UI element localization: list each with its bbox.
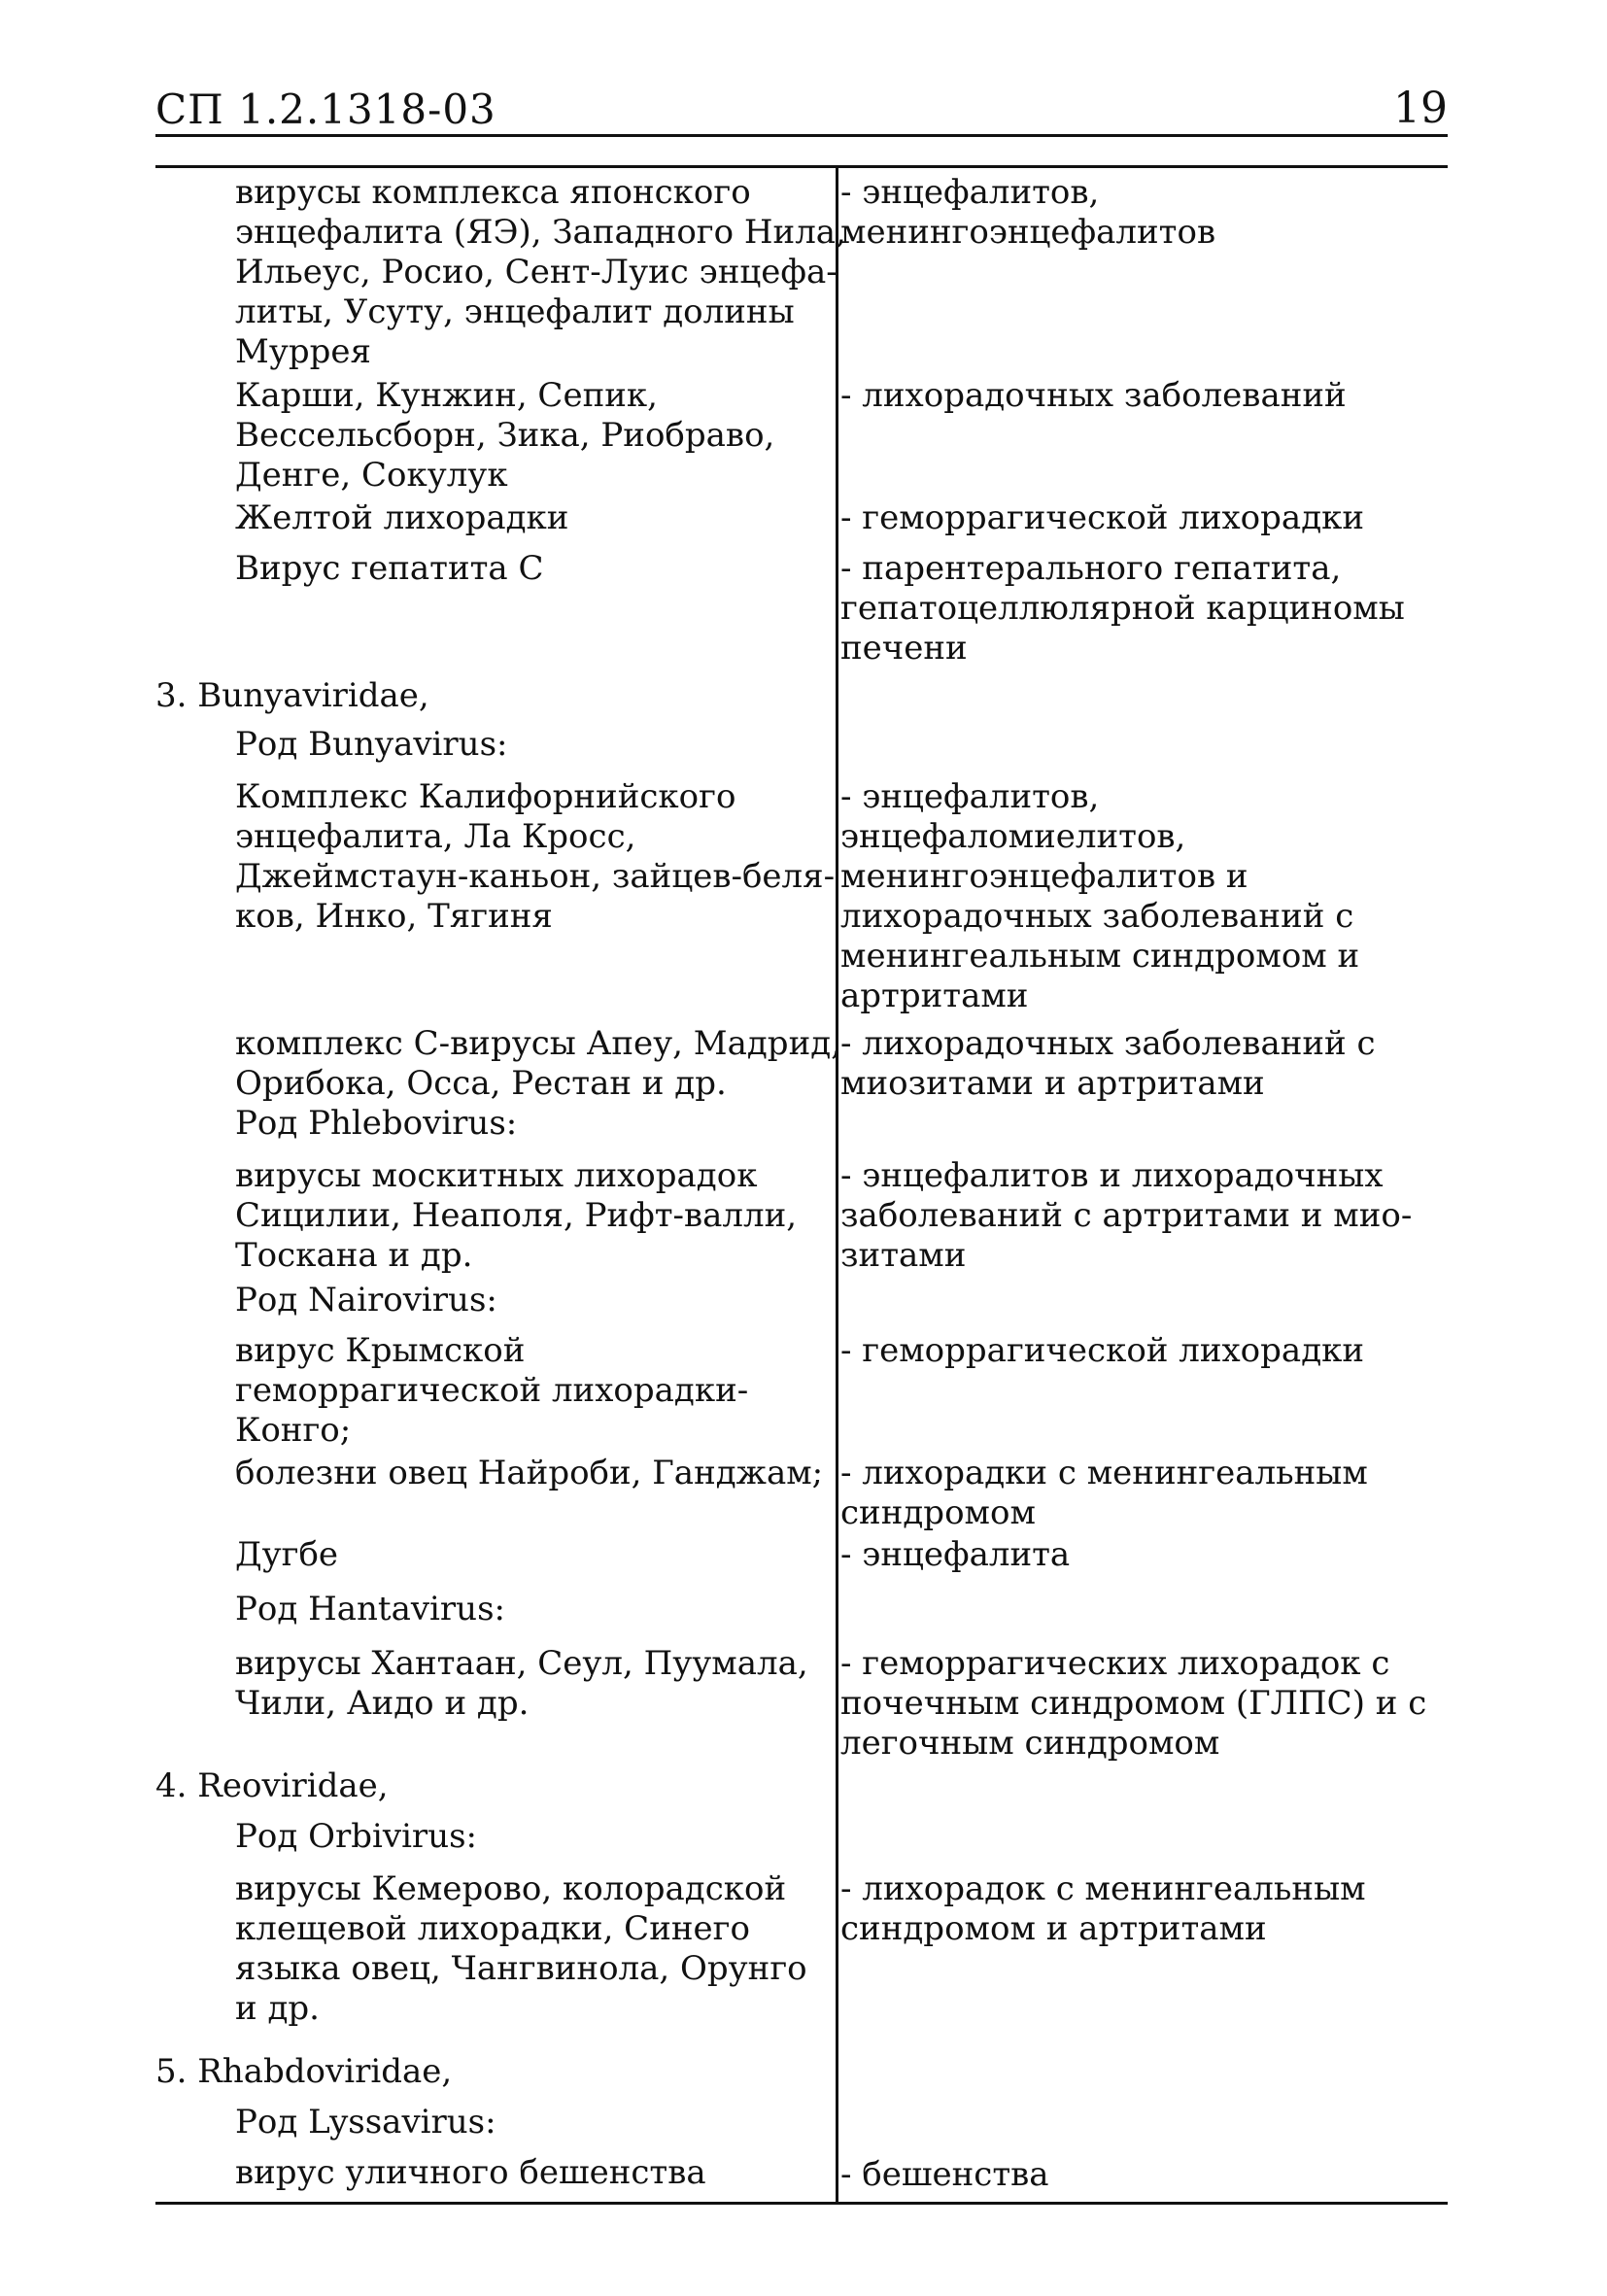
disease-line: менингоэнцефалитов [840, 213, 1216, 252]
genus-heading: Род Orbivirus: [235, 1817, 477, 1856]
page-number: 19 [1393, 84, 1448, 133]
agent-cell [235, 1869, 807, 2029]
agent-line: Джеймстаун-каньон, зайцев-беля- [235, 857, 836, 896]
agent-line: и др. [235, 1989, 320, 2028]
agent-cell [235, 1644, 808, 1724]
agent-cell [235, 777, 835, 937]
agent-line: Сицилии, Неаполя, Рифт-валли, [235, 1196, 798, 1235]
disease-line: артритами [840, 977, 1029, 1015]
agent-line: вирусы Хантаан, Сеул, Пуумала, [235, 1644, 808, 1683]
agent-line: Чили, Аидо и др. [235, 1684, 530, 1723]
disease-line: менингеальным синдромом и [840, 937, 1360, 976]
agent-line: энцефалита, Ла Кросс, [235, 817, 636, 856]
agent-line: вирус уличного бешенства [235, 2153, 706, 2192]
disease-line: заболеваний с артритами и мио- [840, 1196, 1413, 1235]
agent-line: языка овец, Чангвинола, Орунго [235, 1949, 807, 1988]
agent-cell [235, 376, 774, 496]
agent-line: Вирус гепатита С [235, 549, 544, 588]
family-heading: 5. Rhabdoviridae, [155, 2052, 453, 2091]
agent-line: Ильеус, Росио, Сент-Луис энцефа- [235, 253, 838, 291]
agent-line: Орибока, Осса, Рестан и др. [235, 1064, 727, 1103]
family-heading: 3. Bunyaviridae, [155, 676, 429, 715]
genus-heading: Род Lyssavirus: [235, 2103, 496, 2142]
agent-line: энцефалита (ЯЭ), Западного Нила, [235, 213, 846, 252]
disease-line: - энцефалита [840, 1535, 1071, 1574]
disease-cell [840, 173, 1215, 253]
agent-line: вирусы Кемерово, колорадской [235, 1869, 787, 1908]
disease-line: - геморрагической лихорадки [840, 1331, 1365, 1370]
disease-line: энцефаломиелитов, [840, 817, 1186, 856]
agent-line: Желтой лихорадки [235, 498, 569, 537]
genus-heading: Род Nairovirus: [235, 1281, 497, 1319]
agent-line: Тоскана и др. [235, 1236, 473, 1275]
disease-line: почечным синдромом (ГЛПС) и с [840, 1684, 1427, 1723]
agent-line: Денге, Сокулук [235, 456, 508, 495]
agent-line: вирусы комплекса японского [235, 173, 751, 212]
agent-line: Комплекс Калифорнийского [235, 777, 736, 816]
disease-line: гепатоцеллюлярной карциномы [840, 589, 1405, 628]
agent-cell [235, 1535, 338, 1575]
disease-cell [840, 1644, 1426, 1764]
disease-cell [840, 549, 1405, 668]
agent-line: вирусы москитных лихорадок [235, 1156, 758, 1195]
disease-cell [840, 1331, 1364, 1371]
agent-cell [235, 2153, 706, 2193]
disease-line: - парентерального гепатита, [840, 549, 1342, 588]
agent-cell [235, 498, 568, 538]
disease-cell [840, 1869, 1366, 1949]
disease-line: - геморрагической лихорадки [840, 498, 1365, 537]
header-rule [155, 134, 1448, 137]
family-heading: 4. Reoviridae, [155, 1766, 389, 1805]
disease-cell [840, 1454, 1368, 1533]
agent-line: литы, Усуту, энцефалит долины [235, 292, 795, 331]
doc-code: СП 1.2.1318-03 [155, 86, 496, 133]
agent-line: болезни овец Найроби, Ганджам; [235, 1454, 824, 1492]
agent-cell [235, 173, 846, 372]
agent-line: Муррея [235, 332, 371, 371]
disease-line: зитами [840, 1236, 967, 1275]
table-column-divider [836, 165, 838, 2204]
disease-line: лихорадочных заболеваний с [840, 897, 1354, 936]
agent-cell [235, 549, 544, 589]
disease-line: - лихорадки с менингеальным [840, 1454, 1368, 1492]
disease-line: синдромом [840, 1493, 1036, 1532]
disease-line: печени [840, 629, 968, 668]
agent-line: геморрагической лихорадки- [235, 1371, 749, 1410]
disease-cell [840, 2155, 1049, 2195]
agent-line: ков, Инко, Тягиня [235, 897, 553, 936]
disease-line: - энцефалитов, [840, 173, 1100, 212]
disease-line: - геморрагических лихорадок с [840, 1644, 1390, 1683]
disease-line: - лихорадочных заболеваний [840, 376, 1347, 415]
disease-line: легочным синдромом [840, 1724, 1220, 1763]
disease-cell [840, 376, 1347, 416]
genus-heading: Род Hantavirus: [235, 1590, 505, 1628]
agent-line: комплекс С-вирусы Апеу, Мадрид, [235, 1024, 841, 1063]
agent-cell [235, 1454, 823, 1493]
agent-line: клещевой лихорадки, Синего [235, 1909, 750, 1948]
agent-line: вирус Крымской [235, 1331, 526, 1370]
agent-line: Вессельсборн, Зика, Риобраво, [235, 416, 775, 455]
agent-line: Дугбе [235, 1535, 339, 1574]
disease-line: синдромом и артритами [840, 1909, 1267, 1948]
agent-line: Карши, Кунжин, Сепик, [235, 376, 658, 415]
disease-cell [840, 1156, 1412, 1276]
disease-cell [840, 1535, 1070, 1575]
disease-cell [840, 777, 1359, 1016]
disease-line: - энцефалитов и лихорадочных [840, 1156, 1384, 1195]
disease-line: - бешенства [840, 2155, 1049, 2194]
agent-cell [235, 1156, 797, 1276]
genus-heading: Род Bunyavirus: [235, 725, 508, 764]
disease-line: - лихорадок с менингеальным [840, 1869, 1366, 1908]
disease-cell [840, 498, 1364, 538]
table-bottom-border [155, 2202, 1448, 2205]
agent-line: Конго; [235, 1411, 352, 1450]
disease-cell [840, 1024, 1376, 1104]
agent-cell [235, 1331, 748, 1451]
table-top-border [155, 165, 1448, 168]
agent-cell [235, 1024, 841, 1104]
disease-line: - лихорадочных заболеваний с [840, 1024, 1376, 1063]
genus-heading: Род Phlebovirus: [235, 1104, 518, 1143]
disease-line: менингоэнцефалитов и [840, 857, 1248, 896]
disease-line: - энцефалитов, [840, 777, 1100, 816]
disease-line: миозитами и артритами [840, 1064, 1265, 1103]
